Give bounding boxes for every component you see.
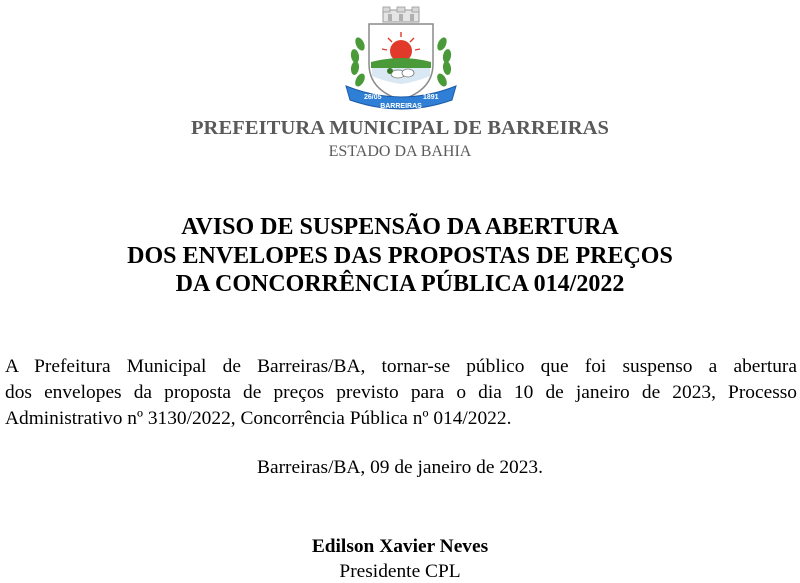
notice-title-line: AVISO DE SUSPENSÃO DA ABERTURA — [181, 214, 619, 240]
signatory-name: Edilson Xavier Neves — [311, 536, 489, 557]
notice-body — [5, 354, 797, 432]
signatory-role: Presidente CPL — [339, 561, 461, 582]
ribbon-year-text: 1891 — [423, 94, 439, 101]
ribbon-date-text: 26/05 — [364, 94, 382, 101]
municipal-coat-of-arms — [338, 4, 464, 112]
crown-icon — [383, 7, 419, 22]
organization-state: ESTADO DA BAHIA — [328, 143, 472, 160]
organization-name: PREFEITURA MUNICIPAL DE BARREIRAS — [190, 117, 610, 139]
ribbon-name-text: BARREIRAS — [380, 103, 422, 110]
notice-title-line: DOS ENVELOPES DAS PROPOSTAS DE PREÇOS — [127, 242, 673, 269]
notice-body-line: dos envelopes da proposta de preços previsto para o dia 10 de janeiro de 2023, Processo — [5, 382, 797, 403]
notice-title-line: DA CONCORRÊNCIA PÚBLICA 014/2022 — [175, 271, 625, 297]
notice-body-line: A Prefeitura Municipal de Barreiras/BA, tornar-se público que foi suspenso a abertura — [5, 356, 797, 377]
notice-body-line: Administrativo nº 3130/2022, Concorrência Pública nº 014/2022. — [5, 408, 512, 429]
shield-icon — [369, 24, 433, 100]
notice-title — [0, 213, 800, 299]
notice-date: Barreiras/BA, 09 de janeiro de 2023. — [257, 457, 543, 478]
